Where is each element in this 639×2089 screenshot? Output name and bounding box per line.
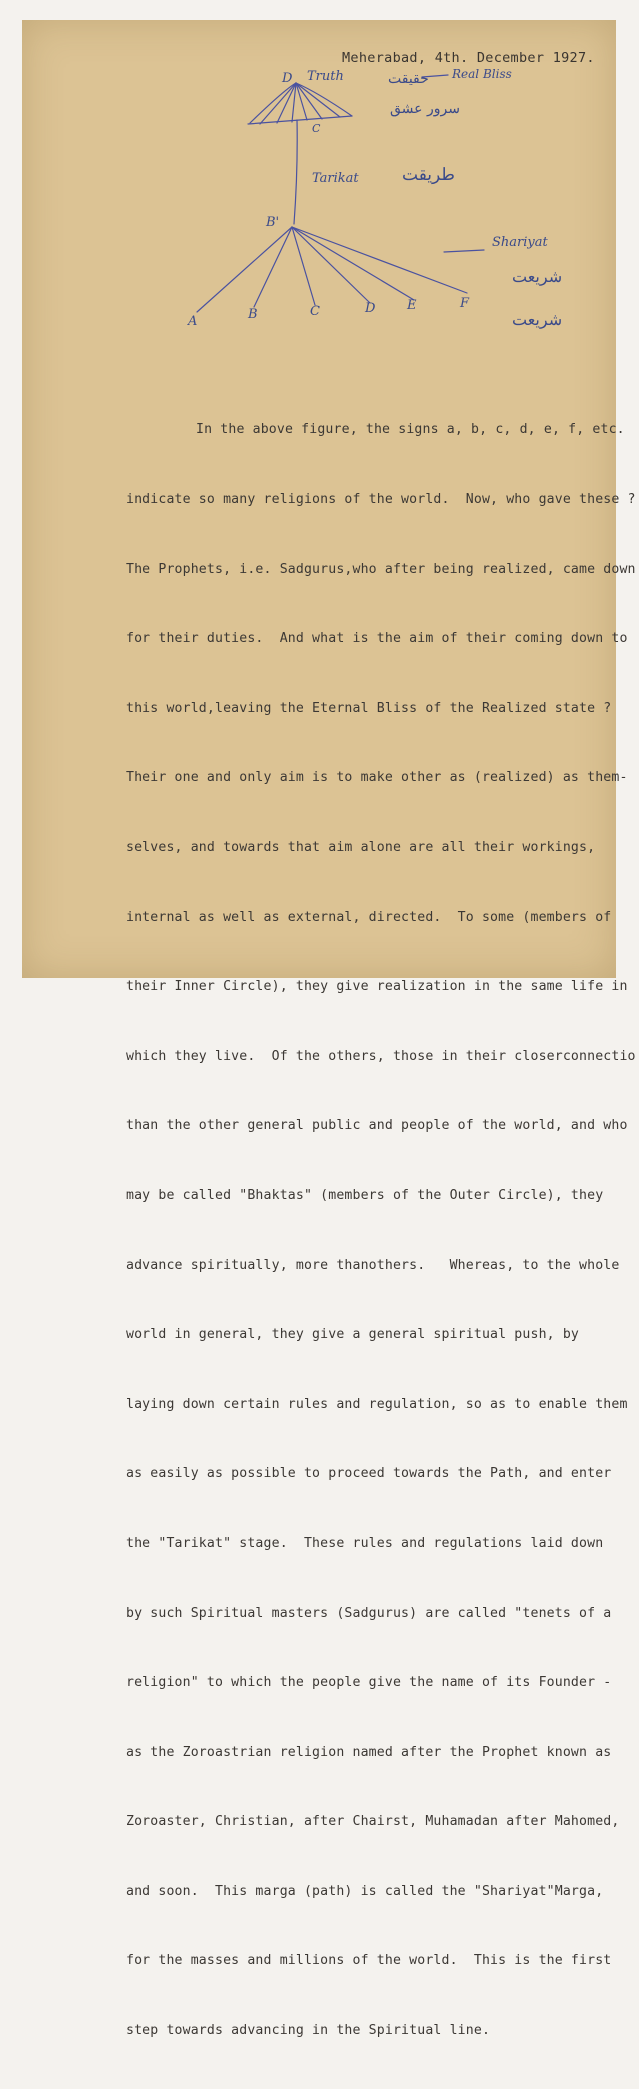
branch-point-label: B' bbox=[266, 215, 280, 230]
body-line: as the Zoroastrian religion named after the Prophet known as bbox=[126, 1744, 612, 1760]
body-line: may be called "Bhaktas" (members of the Outer Circle), they bbox=[126, 1187, 604, 1203]
body-line: for their duties. And what is the aim of their coming down to bbox=[126, 631, 628, 647]
branch-f bbox=[292, 227, 467, 293]
body-line: step towards advancing in the Spiritual line. bbox=[126, 2023, 491, 2039]
body-line: world in general, they give a general spiritual push, by bbox=[126, 1327, 580, 1343]
body-line: for the masses and millions of the world. This is the first bbox=[126, 1953, 612, 1969]
body-line: by such Spiritual masters (Sadgurus) are called "tenets of a bbox=[126, 1605, 612, 1621]
body-line: selves, and towards that aim alone are all their workings, bbox=[126, 839, 596, 855]
branch-a bbox=[197, 227, 292, 312]
branch-label-b: B bbox=[248, 307, 258, 322]
body-line: as easily as possible to proceed towards the Path, and enter bbox=[126, 1466, 612, 1482]
date-line: Meherabad, 4th. December 1927. bbox=[342, 50, 595, 66]
body-line: this world,leaving the Eternal Bliss of the Realized state ? bbox=[126, 700, 612, 716]
branch-label-a: A bbox=[188, 314, 198, 329]
typed-body bbox=[126, 372, 636, 2089]
religion-diagram bbox=[22, 20, 616, 350]
body-line: Zoroaster, Christian, after Chairst, Muhamadan after Mahomed, bbox=[126, 1814, 620, 1830]
urdu-ishq: سرور عشق bbox=[390, 101, 460, 117]
branch-label-e: E bbox=[407, 298, 417, 313]
umbrella-label: C bbox=[312, 122, 321, 135]
branch-label-f: F bbox=[460, 296, 470, 311]
body-line: and soon. This marga (path) is called the "Shariyat"Marga, bbox=[126, 1883, 604, 1899]
body-line: In the above figure, the signs a, b, c, d, e, f, etc. bbox=[196, 422, 625, 438]
branch-label-c: C bbox=[310, 304, 320, 319]
urdu-haqiqat: حقیقت bbox=[388, 71, 429, 87]
umbrella-shaft bbox=[294, 120, 297, 224]
body-line: which they live. Of the others, those in their closerconnectio bbox=[126, 1048, 636, 1064]
body-line: laying down certain rules and regulation, so as to enable them bbox=[126, 1396, 628, 1412]
body-line: advance spiritually, more thanothers. Whereas, to the whole bbox=[126, 1257, 620, 1273]
body-line: internal as well as external, directed. To some (members of bbox=[126, 909, 612, 925]
body-line: indicate so many religions of the world. Now, who gave these ? bbox=[126, 492, 636, 507]
branch-label-d: D bbox=[365, 301, 376, 316]
body-line: their Inner Circle), they give realization in the same life in bbox=[126, 979, 628, 995]
body-line: the "Tarikat" stage. These rules and regulations laid down bbox=[126, 1535, 604, 1551]
apex-word: Truth bbox=[307, 69, 344, 84]
urdu-shariyat-2: شریعت bbox=[512, 310, 563, 329]
document-page bbox=[22, 20, 636, 2039]
body-line: religion" to which the people give the name of its Founder - bbox=[126, 1675, 612, 1691]
haqiqat-note: Real Bliss bbox=[452, 67, 512, 81]
body-line: Their one and only aim is to make other as (realized) as them- bbox=[126, 770, 628, 786]
tarikat-word: Tarikat bbox=[312, 171, 359, 186]
urdu-tarikat: طریقت bbox=[402, 165, 455, 185]
urdu-shariyat-1: شریعت bbox=[512, 267, 563, 286]
body-line: than the other general public and people of the world, and who bbox=[126, 1118, 628, 1134]
branch-b bbox=[254, 227, 292, 307]
body-line: The Prophets, i.e. Sadgurus,who after being realized, came down bbox=[126, 561, 636, 577]
shariyat-word: Shariyat bbox=[492, 235, 548, 250]
apex-label: D bbox=[282, 71, 293, 86]
